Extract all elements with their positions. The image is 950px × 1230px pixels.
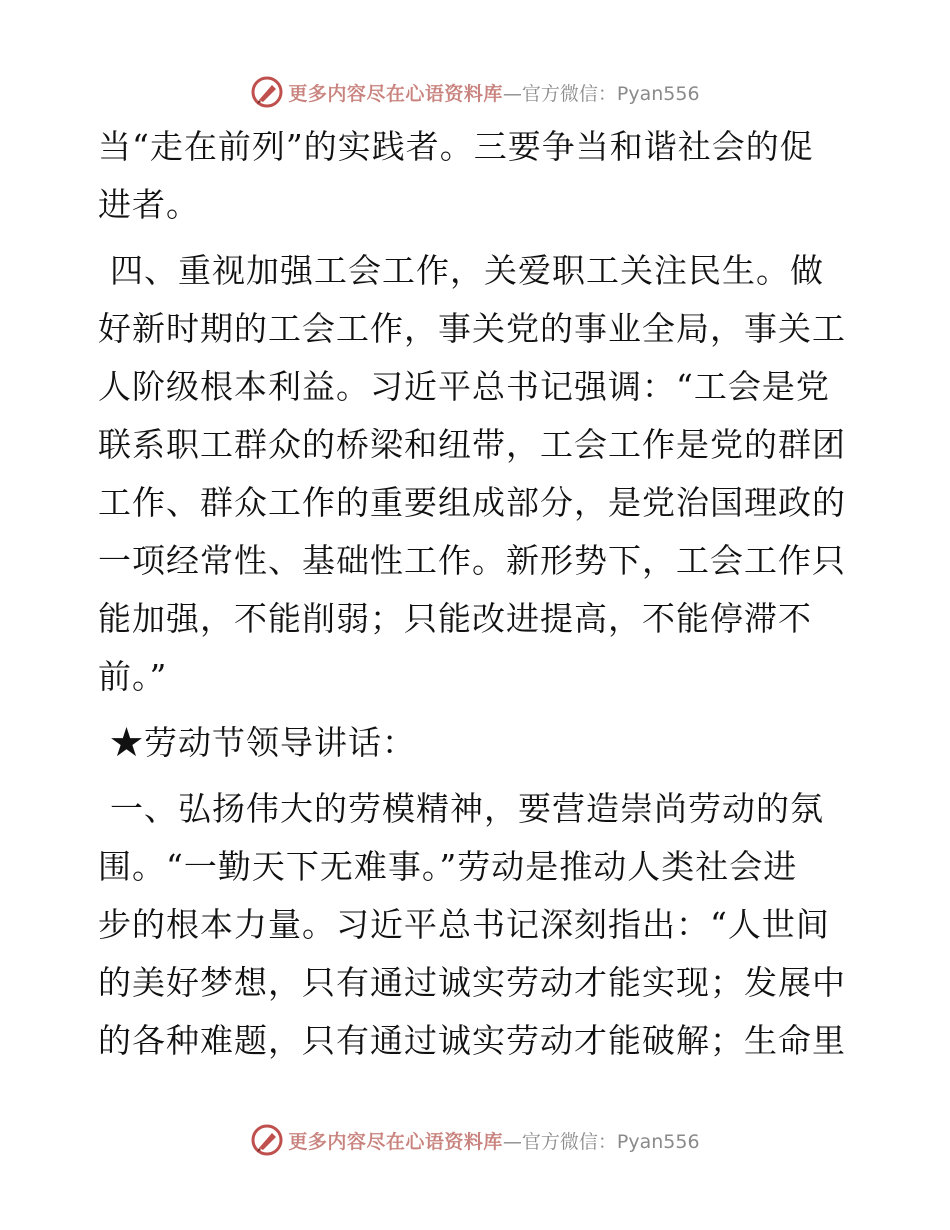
header-banner — [0, 72, 950, 112]
text-line: 好新时期的工会工作，事关党的事业全局，事关工 — [98, 309, 846, 348]
text-line: 四、重视加强工会工作，关爱职工关注民生。做 — [110, 251, 824, 290]
text-line: 人阶级根本利益。习近平总书记强调：“工会是党 — [98, 367, 830, 406]
text-line: ★劳动节领导讲话： — [110, 723, 416, 762]
text-line: 工作、群众工作的重要组成部分，是党治国理政的 — [98, 483, 846, 522]
text-line: 能加强，不能削弱；只能改进提高，不能停滞不 — [98, 599, 812, 638]
paragraph-2 — [98, 242, 858, 706]
footer-banner-wechat: —官方微信：Pyan556 — [502, 1130, 700, 1153]
pen-logo-icon — [250, 1123, 284, 1157]
text-line: 进者。 — [98, 185, 200, 224]
section-heading — [98, 714, 858, 772]
text-line: 的各种难题，只有通过诚实劳动才能破解；生命里 — [98, 1021, 846, 1060]
pen-logo-icon — [250, 75, 284, 109]
text-line: 围。“一勤天下无难事。”劳动是推动人类社会进 — [98, 847, 798, 886]
footer-banner-title: 更多内容尽在心语资料库 — [288, 1130, 503, 1153]
text-line: 一项经常性、基础性工作。新形势下，工会工作只 — [98, 541, 846, 580]
text-line: 联系职工群众的桥梁和纽带，工会工作是党的群团 — [98, 425, 846, 464]
text-line: 当“走在前列”的实践者。三要争当和谐社会的促 — [98, 127, 814, 166]
footer-banner — [0, 1120, 950, 1160]
text-line: 步的根本力量。习近平总书记深刻指出：“人世间 — [98, 905, 830, 944]
text-line: 的美好梦想，只有通过诚实劳动才能实现；发展中 — [98, 963, 846, 1002]
header-banner-title: 更多内容尽在心语资料库 — [288, 82, 503, 105]
header-banner-wechat: —官方微信：Pyan556 — [502, 82, 700, 105]
text-line: 前。” — [98, 657, 168, 696]
text-line: 一、弘扬伟大的劳模精神，要营造崇尚劳动的氛 — [110, 789, 824, 828]
paragraph-1 — [98, 118, 858, 234]
document-body — [98, 118, 858, 1078]
paragraph-3 — [98, 780, 858, 1070]
